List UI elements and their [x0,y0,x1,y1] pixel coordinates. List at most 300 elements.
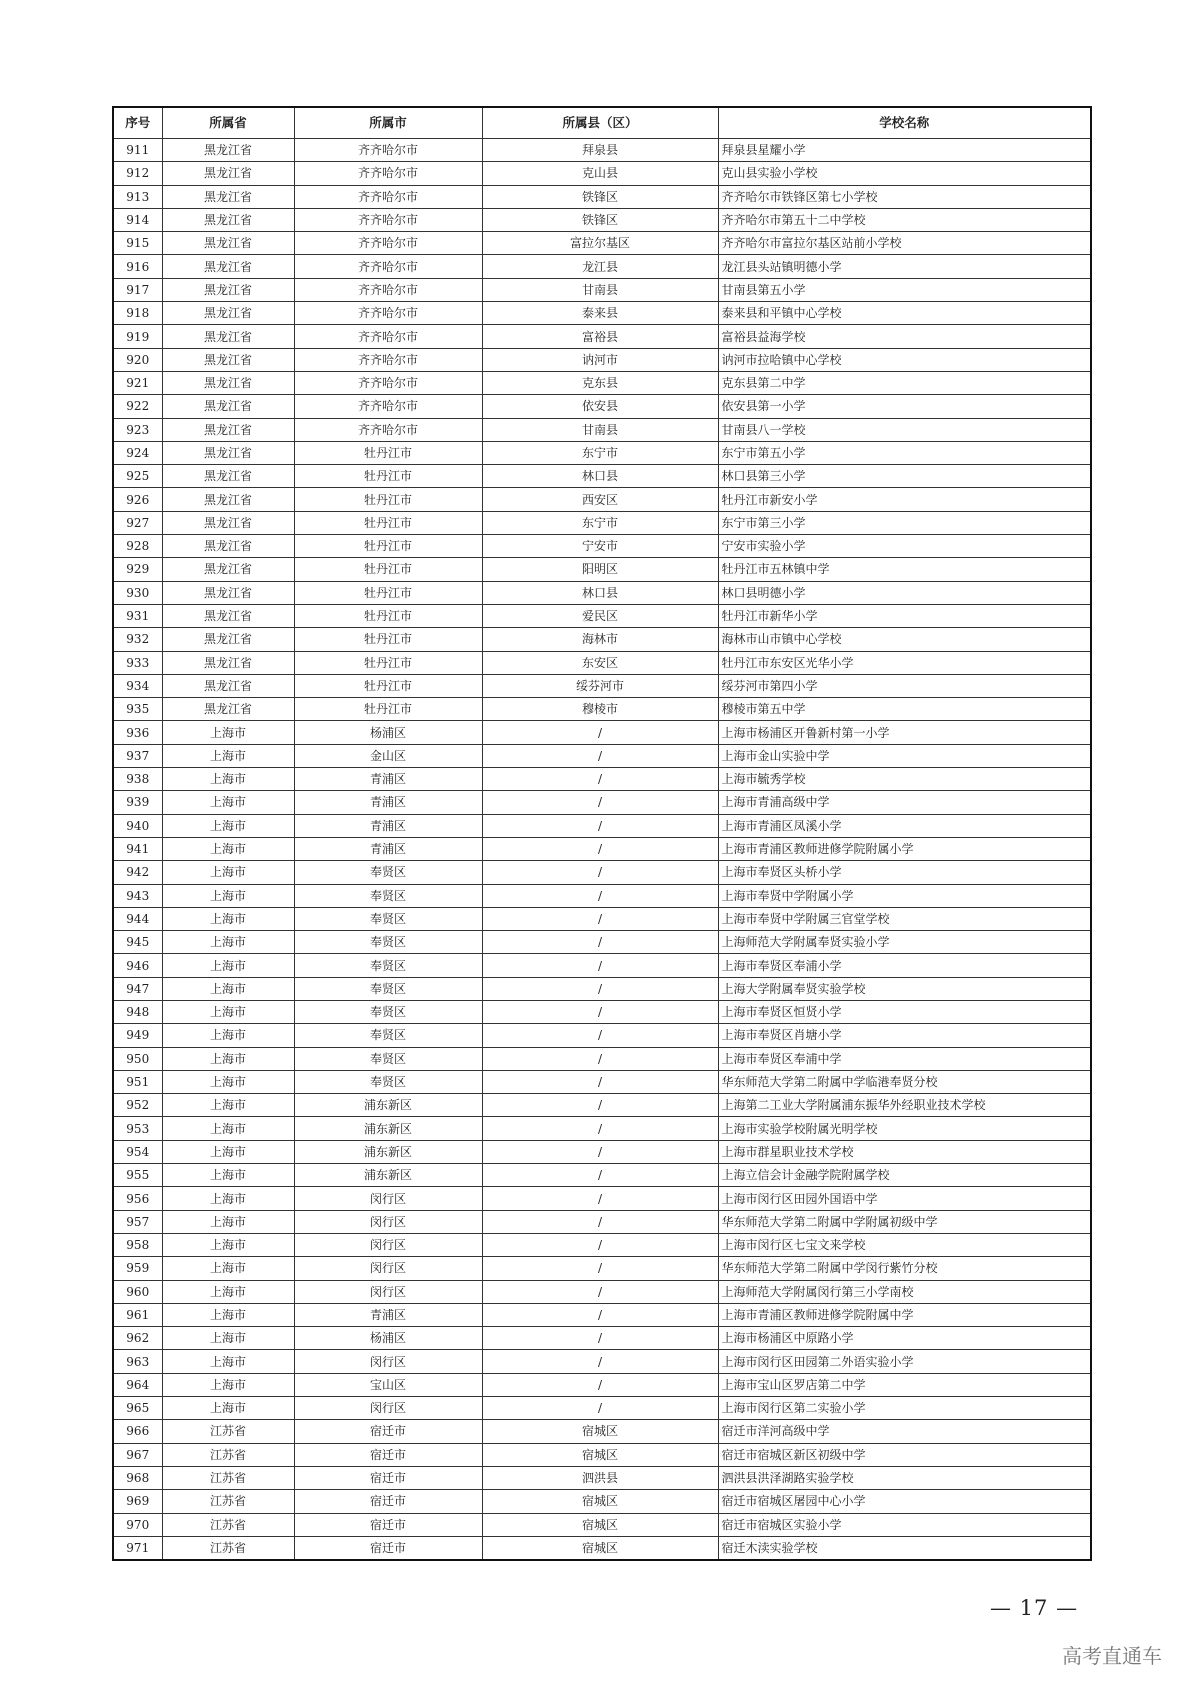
cell-school: 上海市毓秀学校 [718,768,1091,791]
table-row [113,1420,1091,1443]
cell-city: 奉贤区 [294,1024,482,1047]
table-row [113,488,1091,511]
cell-index: 967 [113,1443,162,1466]
cell-city: 宿迁市 [294,1420,482,1443]
cell-city: 牡丹江市 [294,674,482,697]
cell-province: 黑龙江省 [162,418,294,441]
cell-province: 上海市 [162,1350,294,1373]
table-row [113,232,1091,255]
cell-county: 拜泉县 [482,139,718,162]
cell-province: 上海市 [162,791,294,814]
cell-index: 957 [113,1210,162,1233]
cell-index: 942 [113,861,162,884]
cell-county: / [482,1303,718,1326]
cell-city: 牡丹江市 [294,488,482,511]
cell-city: 牡丹江市 [294,604,482,627]
cell-county: / [482,791,718,814]
cell-city: 齐齐哈尔市 [294,139,482,162]
table-row [113,1257,1091,1280]
cell-index: 922 [113,395,162,418]
cell-county: / [482,1024,718,1047]
table-row [113,931,1091,954]
cell-province: 黑龙江省 [162,558,294,581]
cell-county: 海林市 [482,628,718,651]
cell-city: 宿迁市 [294,1466,482,1489]
cell-school: 甘南县八一学校 [718,418,1091,441]
cell-province: 黑龙江省 [162,255,294,278]
cell-county: / [482,1000,718,1023]
cell-province: 黑龙江省 [162,162,294,185]
cell-index: 916 [113,255,162,278]
cell-school: 东宁市第五小学 [718,441,1091,464]
cell-county: 宿城区 [482,1536,718,1560]
cell-county: / [482,931,718,954]
cell-school: 上海市金山实验中学 [718,744,1091,767]
cell-city: 齐齐哈尔市 [294,325,482,348]
cell-city: 牡丹江市 [294,465,482,488]
cell-school: 依安县第一小学 [718,395,1091,418]
cell-city: 齐齐哈尔市 [294,162,482,185]
table-row [113,1164,1091,1187]
cell-city: 闵行区 [294,1187,482,1210]
cell-index: 923 [113,418,162,441]
cell-province: 黑龙江省 [162,604,294,627]
header-county: 所属县（区） [482,107,718,139]
cell-city: 牡丹江市 [294,441,482,464]
cell-school: 上海师范大学附属奉贤实验小学 [718,931,1091,954]
table-row [113,465,1091,488]
cell-county: 穆棱市 [482,698,718,721]
cell-school: 宿迁市洋河高级中学 [718,1420,1091,1443]
cell-province: 黑龙江省 [162,698,294,721]
table-row [113,511,1091,534]
cell-province: 黑龙江省 [162,208,294,231]
cell-county: 林口县 [482,581,718,604]
cell-county: 东宁市 [482,441,718,464]
cell-index: 911 [113,139,162,162]
cell-index: 920 [113,348,162,371]
table-header-row [113,107,1091,139]
cell-province: 上海市 [162,1024,294,1047]
cell-county: 泰来县 [482,302,718,325]
cell-county: / [482,768,718,791]
cell-city: 宿迁市 [294,1443,482,1466]
cell-province: 黑龙江省 [162,232,294,255]
table-row [113,581,1091,604]
cell-province: 上海市 [162,931,294,954]
cell-city: 牡丹江市 [294,558,482,581]
cell-city: 奉贤区 [294,861,482,884]
cell-index: 927 [113,511,162,534]
cell-index: 921 [113,371,162,394]
cell-city: 牡丹江市 [294,535,482,558]
cell-county: 宁安市 [482,535,718,558]
cell-school: 宿迁市宿城区新区初级中学 [718,1443,1091,1466]
cell-city: 奉贤区 [294,907,482,930]
cell-city: 闵行区 [294,1210,482,1233]
cell-index: 945 [113,931,162,954]
cell-county: / [482,861,718,884]
cell-index: 951 [113,1070,162,1093]
table-row [113,1233,1091,1256]
cell-index: 953 [113,1117,162,1140]
cell-province: 江苏省 [162,1466,294,1489]
cell-province: 上海市 [162,1047,294,1070]
cell-county: 克山县 [482,162,718,185]
cell-province: 上海市 [162,744,294,767]
cell-school: 宿迁木渎实验学校 [718,1536,1091,1560]
cell-province: 上海市 [162,1233,294,1256]
cell-city: 齐齐哈尔市 [294,232,482,255]
cell-school: 克山县实验小学校 [718,162,1091,185]
cell-index: 925 [113,465,162,488]
cell-index: 939 [113,791,162,814]
table-row [113,837,1091,860]
cell-province: 黑龙江省 [162,651,294,674]
cell-county: / [482,1257,718,1280]
cell-county: / [482,1397,718,1420]
cell-city: 牡丹江市 [294,581,482,604]
cell-school: 上海大学附属奉贤实验学校 [718,977,1091,1000]
table-row [113,814,1091,837]
school-list-table [112,106,1092,1561]
cell-province: 黑龙江省 [162,465,294,488]
cell-province: 上海市 [162,861,294,884]
table-row [113,1350,1091,1373]
table-row [113,628,1091,651]
table-row [113,371,1091,394]
cell-school: 上海市奉贤中学附属小学 [718,884,1091,907]
cell-school: 龙江县头站镇明德小学 [718,255,1091,278]
cell-province: 上海市 [162,1187,294,1210]
cell-province: 上海市 [162,1280,294,1303]
cell-county: / [482,1210,718,1233]
cell-city: 闵行区 [294,1397,482,1420]
cell-county: 林口县 [482,465,718,488]
cell-city: 浦东新区 [294,1164,482,1187]
cell-school: 上海市奉贤区头桥小学 [718,861,1091,884]
cell-county: 铁锋区 [482,208,718,231]
cell-school: 上海市杨浦区开鲁新村第一小学 [718,721,1091,744]
cell-city: 金山区 [294,744,482,767]
cell-school: 齐齐哈尔市铁锋区第七小学校 [718,185,1091,208]
cell-county: / [482,814,718,837]
table-row [113,185,1091,208]
table-row [113,907,1091,930]
cell-index: 946 [113,954,162,977]
table-row [113,1490,1091,1513]
table-row [113,558,1091,581]
cell-province: 黑龙江省 [162,511,294,534]
cell-index: 952 [113,1094,162,1117]
cell-school: 上海市奉贤区恒贤小学 [718,1000,1091,1023]
cell-index: 918 [113,302,162,325]
cell-school: 上海市青浦区凤溪小学 [718,814,1091,837]
cell-province: 上海市 [162,1000,294,1023]
table-row [113,535,1091,558]
cell-school: 穆棱市第五中学 [718,698,1091,721]
cell-school: 华东师范大学第二附属中学附属初级中学 [718,1210,1091,1233]
cell-index: 971 [113,1536,162,1560]
cell-city: 牡丹江市 [294,511,482,534]
cell-index: 936 [113,721,162,744]
cell-province: 上海市 [162,768,294,791]
cell-school: 上海市闵行区第二实验小学 [718,1397,1091,1420]
cell-county: 宿城区 [482,1490,718,1513]
cell-city: 青浦区 [294,1303,482,1326]
cell-province: 上海市 [162,1117,294,1140]
cell-city: 奉贤区 [294,1070,482,1093]
cell-index: 947 [113,977,162,1000]
cell-city: 奉贤区 [294,931,482,954]
cell-province: 黑龙江省 [162,488,294,511]
cell-city: 牡丹江市 [294,628,482,651]
cell-school: 华东师范大学第二附属中学闵行紫竹分校 [718,1257,1091,1280]
table-row [113,1327,1091,1350]
cell-province: 黑龙江省 [162,139,294,162]
cell-school: 上海第二工业大学附属浦东振华外经职业技术学校 [718,1094,1091,1117]
table-row [113,1373,1091,1396]
cell-school: 克东县第二中学 [718,371,1091,394]
cell-index: 956 [113,1187,162,1210]
table-row [113,1117,1091,1140]
cell-index: 969 [113,1490,162,1513]
cell-index: 955 [113,1164,162,1187]
table-row [113,162,1091,185]
header-city: 所属市 [294,107,482,139]
cell-county: 泗洪县 [482,1466,718,1489]
cell-index: 963 [113,1350,162,1373]
cell-school: 上海市实验学校附属光明学校 [718,1117,1091,1140]
cell-city: 宝山区 [294,1373,482,1396]
header-school: 学校名称 [718,107,1091,139]
table-row [113,1047,1091,1070]
cell-index: 949 [113,1024,162,1047]
cell-index: 938 [113,768,162,791]
cell-index: 915 [113,232,162,255]
cell-county: 宿城区 [482,1420,718,1443]
cell-school: 上海市闵行区田园外国语中学 [718,1187,1091,1210]
table-row [113,1443,1091,1466]
cell-index: 948 [113,1000,162,1023]
table-row [113,651,1091,674]
cell-county: 甘南县 [482,418,718,441]
cell-school: 上海市青浦高级中学 [718,791,1091,814]
cell-index: 917 [113,278,162,301]
table-row [113,768,1091,791]
table-body [113,139,1091,1561]
cell-province: 江苏省 [162,1443,294,1466]
table-row [113,325,1091,348]
header-province: 所属省 [162,107,294,139]
cell-county: / [482,954,718,977]
cell-province: 黑龙江省 [162,581,294,604]
cell-index: 941 [113,837,162,860]
cell-province: 黑龙江省 [162,628,294,651]
table-row [113,348,1091,371]
cell-index: 930 [113,581,162,604]
cell-province: 黑龙江省 [162,441,294,464]
cell-county: 讷河市 [482,348,718,371]
page-number: — 17 — [990,1596,1079,1620]
cell-county: 龙江县 [482,255,718,278]
cell-school: 上海立信会计金融学院附属学校 [718,1164,1091,1187]
cell-province: 上海市 [162,884,294,907]
cell-county: 宿城区 [482,1513,718,1536]
table-row [113,1536,1091,1560]
cell-county: / [482,1140,718,1163]
table-row [113,604,1091,627]
cell-school: 上海市奉贤中学附属三官堂学校 [718,907,1091,930]
cell-county: / [482,1327,718,1350]
cell-city: 杨浦区 [294,1327,482,1350]
table-row [113,208,1091,231]
cell-province: 上海市 [162,1327,294,1350]
cell-county: / [482,907,718,930]
table-row [113,674,1091,697]
cell-county: / [482,1117,718,1140]
cell-index: 931 [113,604,162,627]
table-row [113,954,1091,977]
cell-province: 上海市 [162,977,294,1000]
cell-city: 闵行区 [294,1280,482,1303]
cell-school: 宿迁市宿城区屠园中心小学 [718,1490,1091,1513]
cell-province: 江苏省 [162,1513,294,1536]
cell-city: 青浦区 [294,814,482,837]
table-row [113,1397,1091,1420]
cell-school: 上海市青浦区教师进修学院附属小学 [718,837,1091,860]
cell-index: 970 [113,1513,162,1536]
cell-county: 东安区 [482,651,718,674]
cell-province: 上海市 [162,1070,294,1093]
cell-county: / [482,884,718,907]
cell-province: 上海市 [162,907,294,930]
cell-index: 932 [113,628,162,651]
cell-index: 913 [113,185,162,208]
cell-index: 959 [113,1257,162,1280]
cell-school: 拜泉县星耀小学 [718,139,1091,162]
cell-county: / [482,837,718,860]
cell-province: 黑龙江省 [162,278,294,301]
cell-city: 奉贤区 [294,884,482,907]
cell-province: 江苏省 [162,1490,294,1513]
cell-index: 928 [113,535,162,558]
cell-index: 966 [113,1420,162,1443]
cell-city: 宿迁市 [294,1513,482,1536]
cell-index: 926 [113,488,162,511]
header-index: 序号 [113,107,162,139]
cell-county: 阳明区 [482,558,718,581]
cell-province: 黑龙江省 [162,302,294,325]
cell-city: 浦东新区 [294,1117,482,1140]
cell-school: 泰来县和平镇中心学校 [718,302,1091,325]
cell-school: 上海市杨浦区中原路小学 [718,1327,1091,1350]
cell-city: 杨浦区 [294,721,482,744]
cell-index: 937 [113,744,162,767]
cell-index: 919 [113,325,162,348]
cell-province: 黑龙江省 [162,325,294,348]
table-row [113,139,1091,162]
cell-school: 牡丹江市新安小学 [718,488,1091,511]
cell-county: 东宁市 [482,511,718,534]
cell-index: 940 [113,814,162,837]
cell-index: 943 [113,884,162,907]
cell-school: 泗洪县洪泽湖路实验学校 [718,1466,1091,1489]
cell-city: 奉贤区 [294,1000,482,1023]
table-row [113,1000,1091,1023]
table-row [113,1466,1091,1489]
cell-city: 牡丹江市 [294,651,482,674]
table-row [113,884,1091,907]
cell-school: 林口县明德小学 [718,581,1091,604]
cell-index: 933 [113,651,162,674]
cell-province: 黑龙江省 [162,371,294,394]
table-row [113,721,1091,744]
cell-county: 宿城区 [482,1443,718,1466]
cell-school: 林口县第三小学 [718,465,1091,488]
cell-province: 上海市 [162,1303,294,1326]
cell-county: 铁锋区 [482,185,718,208]
cell-city: 齐齐哈尔市 [294,302,482,325]
cell-index: 962 [113,1327,162,1350]
cell-province: 上海市 [162,1257,294,1280]
cell-province: 黑龙江省 [162,348,294,371]
cell-county: / [482,1187,718,1210]
cell-index: 912 [113,162,162,185]
cell-city: 奉贤区 [294,954,482,977]
cell-city: 青浦区 [294,837,482,860]
cell-city: 齐齐哈尔市 [294,255,482,278]
cell-county: 爱民区 [482,604,718,627]
table-row [113,441,1091,464]
cell-school: 东宁市第三小学 [718,511,1091,534]
cell-school: 齐齐哈尔市富拉尔基区站前小学校 [718,232,1091,255]
cell-county: 西安区 [482,488,718,511]
cell-index: 914 [113,208,162,231]
cell-province: 上海市 [162,1094,294,1117]
cell-county: 富裕县 [482,325,718,348]
cell-province: 上海市 [162,1210,294,1233]
cell-city: 齐齐哈尔市 [294,278,482,301]
cell-city: 闵行区 [294,1233,482,1256]
cell-county: / [482,1070,718,1093]
table-row [113,791,1091,814]
cell-index: 960 [113,1280,162,1303]
cell-county: / [482,721,718,744]
cell-county: / [482,744,718,767]
cell-school: 宁安市实验小学 [718,535,1091,558]
cell-school: 上海市闵行区田园第二外语实验小学 [718,1350,1091,1373]
cell-province: 上海市 [162,721,294,744]
table-row [113,1187,1091,1210]
cell-city: 闵行区 [294,1350,482,1373]
cell-index: 968 [113,1466,162,1489]
cell-school: 上海师范大学附属闵行第三小学南校 [718,1280,1091,1303]
cell-school: 绥芬河市第四小学 [718,674,1091,697]
cell-school: 牡丹江市东安区光华小学 [718,651,1091,674]
cell-county: / [482,1350,718,1373]
cell-school: 上海市闵行区七宝文来学校 [718,1233,1091,1256]
cell-city: 宿迁市 [294,1536,482,1560]
cell-school: 甘南县第五小学 [718,278,1091,301]
cell-county: / [482,977,718,1000]
cell-city: 奉贤区 [294,977,482,1000]
cell-county: / [482,1373,718,1396]
cell-province: 上海市 [162,954,294,977]
cell-county: 依安县 [482,395,718,418]
cell-school: 上海市奉贤区奉浦小学 [718,954,1091,977]
table-row [113,418,1091,441]
